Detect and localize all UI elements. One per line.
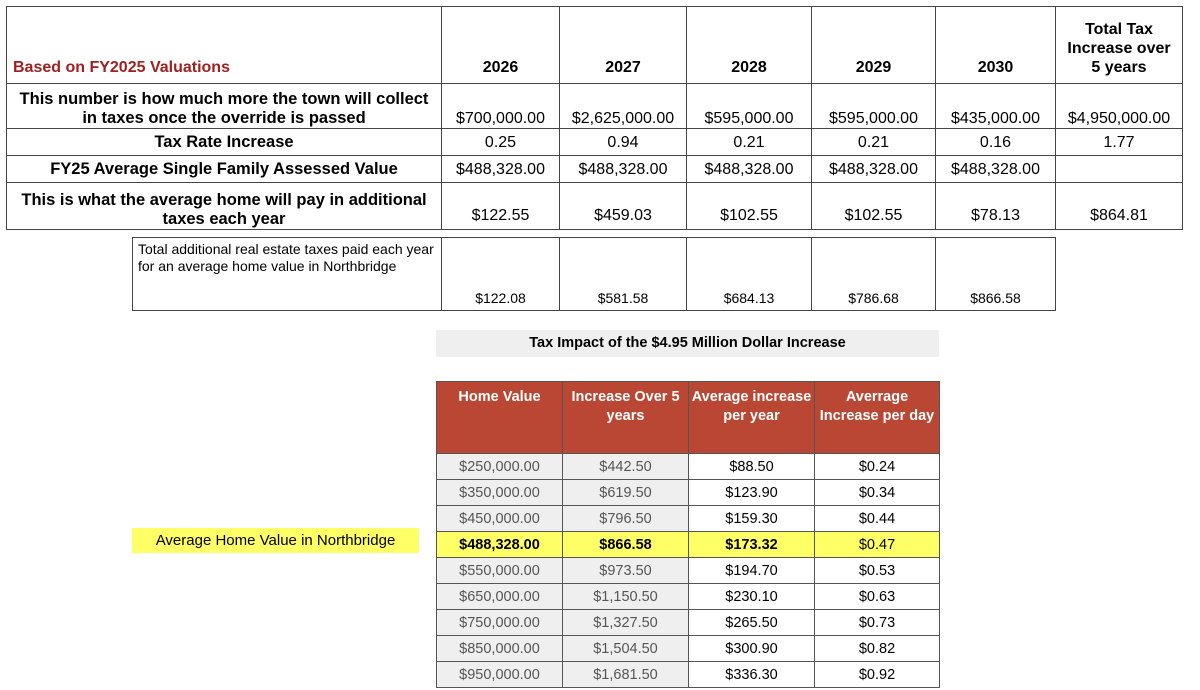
column-header: Averrage Increase per day [815, 382, 940, 454]
table-row [133, 238, 1056, 311]
cell: $0.73 [815, 610, 940, 636]
cell: $173.32 [689, 532, 815, 558]
row-label: Total additional real estate taxes paid each year for an average home value in Northbridge [133, 238, 442, 311]
cell: $786.68 [812, 238, 936, 311]
table-row [7, 84, 1183, 129]
cell: $488,328.00 [437, 532, 563, 558]
cell: 0.21 [687, 129, 812, 156]
cell: $0.63 [815, 584, 940, 610]
cell: $488,328.00 [442, 156, 560, 183]
row-label: FY25 Average Single Family Assessed Value [7, 156, 442, 183]
cell: $550,000.00 [437, 558, 563, 584]
cell: $488,328.00 [687, 156, 812, 183]
impact-table [436, 381, 940, 688]
cell: $2,625,000.00 [560, 84, 687, 129]
cell: $0.34 [815, 480, 940, 506]
cell: $230.10 [689, 584, 815, 610]
cell: $950,000.00 [437, 662, 563, 688]
column-header: Average increase per year [689, 382, 815, 454]
cell: $350,000.00 [437, 480, 563, 506]
table-row [437, 662, 940, 688]
column-header: Increase Over 5 years [563, 382, 689, 454]
cell: $973.50 [563, 558, 689, 584]
cell: $265.50 [689, 610, 815, 636]
cell: $488,328.00 [936, 156, 1056, 183]
cell: $159.30 [689, 506, 815, 532]
cell: $102.55 [687, 183, 812, 230]
table-row [7, 129, 1183, 156]
table-row [437, 506, 940, 532]
impact-title: Tax Impact of the $4.95 Million Dollar Increase [436, 330, 939, 357]
table-row [437, 480, 940, 506]
cell: $619.50 [563, 480, 689, 506]
cell: 0.16 [936, 129, 1056, 156]
average-home-label: Average Home Value in Northbridge [132, 528, 419, 553]
total-increase-header: Total Tax Increase over 5 years [1056, 7, 1183, 84]
table-row [437, 454, 940, 480]
cell-total: 1.77 [1056, 129, 1183, 156]
cell: $300.90 [689, 636, 815, 662]
cell: $0.24 [815, 454, 940, 480]
cell: $1,681.50 [563, 662, 689, 688]
cell: $122.08 [442, 238, 560, 311]
cell: 0.94 [560, 129, 687, 156]
cell: $0.53 [815, 558, 940, 584]
cell-total: $4,950,000.00 [1056, 84, 1183, 129]
cell: $123.90 [689, 480, 815, 506]
year-header: 2026 [442, 7, 560, 84]
cell: $684.13 [687, 238, 812, 311]
cell: $1,327.50 [563, 610, 689, 636]
cell: $866.58 [936, 238, 1056, 311]
cell: $581.58 [560, 238, 687, 311]
cell: 0.25 [442, 129, 560, 156]
column-header: Home Value [437, 382, 563, 454]
cell: $796.50 [563, 506, 689, 532]
year-header: 2028 [687, 7, 812, 84]
table-row [437, 584, 940, 610]
cell: $78.13 [936, 183, 1056, 230]
cell: $595,000.00 [687, 84, 812, 129]
cell: $459.03 [560, 183, 687, 230]
cell: $250,000.00 [437, 454, 563, 480]
valuation-basis-label: Based on FY2025 Valuations [7, 7, 442, 84]
cell-total: $864.81 [1056, 183, 1183, 230]
year-header: 2030 [936, 7, 1056, 84]
valuation-header-row [7, 7, 1183, 84]
cell: $435,000.00 [936, 84, 1056, 129]
row-label: This number is how much more the town will collect in taxes once the override is passed [7, 84, 442, 129]
cell: $750,000.00 [437, 610, 563, 636]
impact-header-row [437, 382, 940, 454]
cell-total [1056, 156, 1183, 183]
cell: $442.50 [563, 454, 689, 480]
cell: $194.70 [689, 558, 815, 584]
row-label: This is what the average home will pay in additional taxes each year [7, 183, 442, 230]
highlighted-row [437, 532, 940, 558]
cell: $866.58 [563, 532, 689, 558]
cell: $650,000.00 [437, 584, 563, 610]
cell: $102.55 [812, 183, 936, 230]
valuation-table [6, 6, 1183, 230]
table-row [7, 183, 1183, 230]
cell: $1,504.50 [563, 636, 689, 662]
cell: $336.30 [689, 662, 815, 688]
cumulative-taxes-table [132, 237, 1056, 311]
year-header: 2027 [560, 7, 687, 84]
cell: $88.50 [689, 454, 815, 480]
cell: $488,328.00 [812, 156, 936, 183]
cell: $0.47 [815, 532, 940, 558]
cell: $700,000.00 [442, 84, 560, 129]
cell: 0.21 [812, 129, 936, 156]
cell: $850,000.00 [437, 636, 563, 662]
cell: $450,000.00 [437, 506, 563, 532]
cell: $0.44 [815, 506, 940, 532]
table-row [437, 610, 940, 636]
row-label: Tax Rate Increase [7, 129, 442, 156]
cell: $0.82 [815, 636, 940, 662]
cell: $1,150.50 [563, 584, 689, 610]
table-row [437, 558, 940, 584]
cell: $0.92 [815, 662, 940, 688]
table-row [437, 636, 940, 662]
cell: $595,000.00 [812, 84, 936, 129]
year-header: 2029 [812, 7, 936, 84]
cell: $122.55 [442, 183, 560, 230]
table-row [7, 156, 1183, 183]
cell: $488,328.00 [560, 156, 687, 183]
